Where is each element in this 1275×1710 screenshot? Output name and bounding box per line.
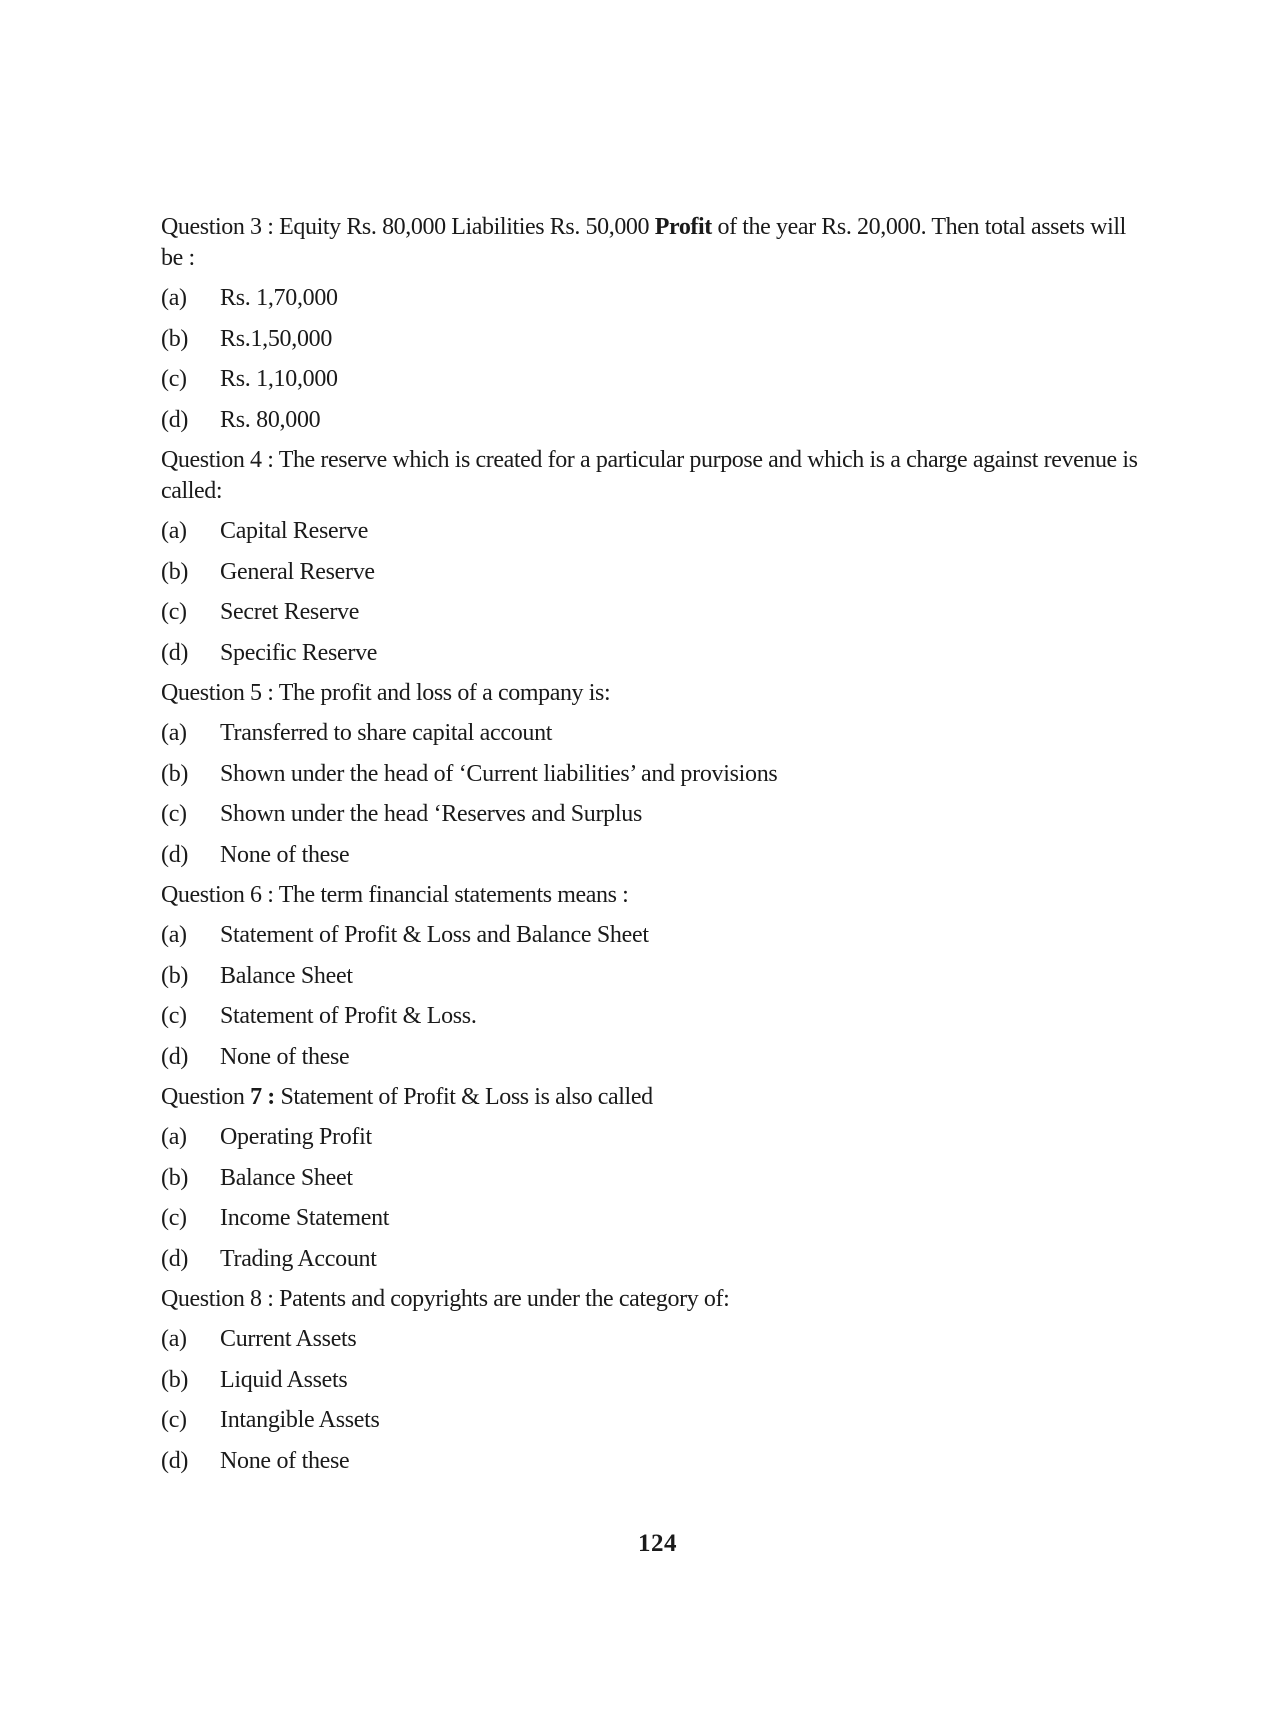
option-a: (a) Transferred to share capital account [161,720,553,746]
question-list [161,212,1146,1486]
option-c: (c) Secret Reserve [161,599,360,625]
option-d: (d) None of these [161,1447,350,1474]
option-b: (b) Balance Sheet [161,962,353,989]
question-text: Question 4 : The reserve which is created for a particular purpose and which is a charge against revenue is called: [161,447,1138,504]
option-d: (d) None of these [161,1043,350,1070]
option-b: (b) Rs.1,50,000 [161,325,333,352]
question-text: Question 5 : The profit and loss of a company is: [161,680,611,706]
option-d: (d) Trading Account [161,1245,377,1272]
question-text: Question 6 : The term financial statements means : [161,882,629,908]
option-a: (a) Rs. 1,70,000 [161,285,338,311]
option-d: (d) None of these [161,841,350,868]
question-text: Question 3 : Equity Rs. 80,000 Liabilities Rs. 50,000 Profit of the year Rs. 20,000. Then total assets will be : [161,214,1126,271]
option-b: (b) Liquid Assets [161,1366,348,1393]
question-block-3 [161,212,1146,436]
question-block-4 [161,445,1146,669]
question-text: Question 7 : Statement of Profit & Loss is also called [161,1084,653,1110]
question-block-8 [161,1284,1146,1477]
question-text: Question 8 : Patents and copyrights are under the category of: [161,1286,730,1312]
option-c: (c) Rs. 1,10,000 [161,366,338,392]
option-b: (b) Shown under the head of ‘Current liabilities’ and provisions [161,760,778,787]
option-a: (a) Statement of Profit & Loss and Balance Sheet [161,922,649,948]
option-b: (b) Balance Sheet [161,1164,353,1191]
question-block-7 [161,1082,1146,1275]
page-number: 124 [638,1530,677,1557]
option-b: (b) General Reserve [161,558,375,585]
question-block-5 [161,678,1146,871]
option-c: (c) Statement of Profit & Loss. [161,1003,477,1029]
option-d: (d) Rs. 80,000 [161,406,321,433]
option-c: (c) Intangible Assets [161,1407,380,1433]
question-block-6 [161,880,1146,1073]
option-d: (d) Specific Reserve [161,639,378,666]
option-a: (a) Capital Reserve [161,518,369,544]
option-c: (c) Shown under the head ‘Reserves and Surplus [161,801,642,827]
option-a: (a) Operating Profit [161,1124,372,1150]
option-a: (a) Current Assets [161,1326,357,1352]
option-c: (c) Income Statement [161,1205,390,1231]
